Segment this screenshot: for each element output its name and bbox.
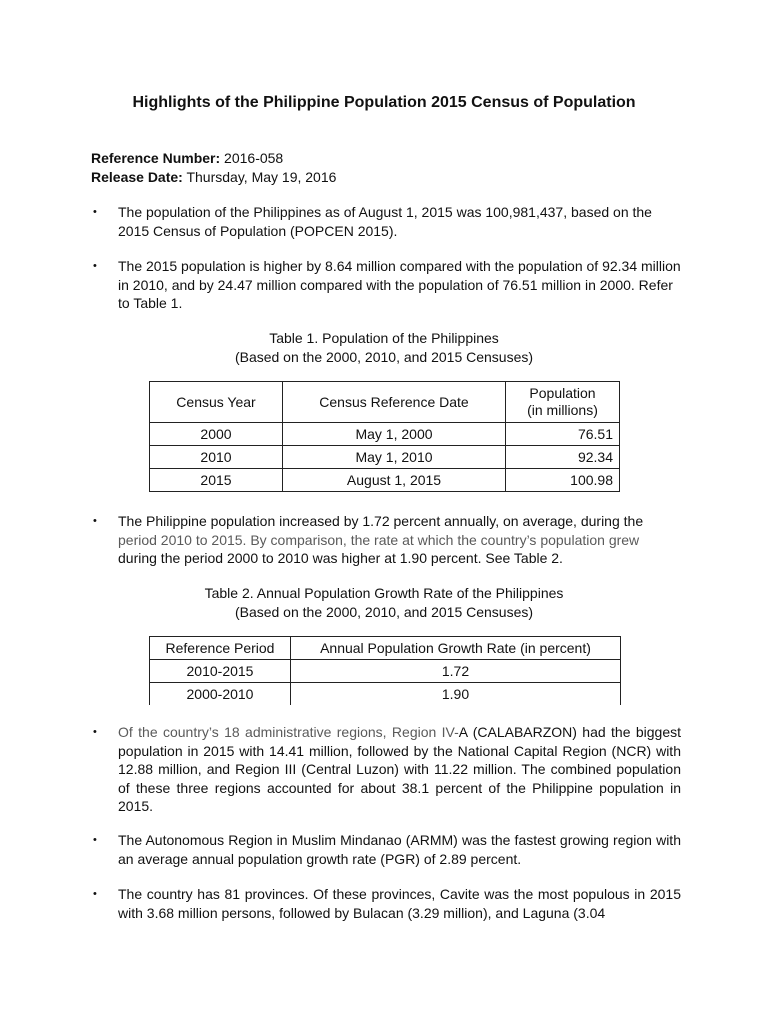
- bullet-item: [91, 723, 681, 816]
- table2-caption: [0, 584, 768, 621]
- bullet-marker: •: [93, 834, 97, 846]
- bullet-marker: •: [93, 206, 97, 218]
- cell-growth-rate: 1.72: [291, 660, 621, 683]
- document-title: Highlights of the Philippine Population 2015 Census of Population: [132, 94, 636, 111]
- bullet-marker: •: [93, 515, 97, 527]
- population-table: [149, 381, 620, 492]
- bullet-item: [91, 512, 681, 568]
- table1-caption-subtitle: (Based on the 2000, 2010, and 2015 Censuses): [234, 348, 534, 365]
- bullet-item: [91, 885, 681, 922]
- bullet-item: [91, 831, 681, 868]
- table-row: [150, 423, 620, 446]
- reference-number-line: [91, 149, 691, 168]
- population-header-line1: Population: [529, 385, 596, 401]
- column-header-population: [506, 382, 620, 423]
- table-row: [150, 660, 621, 683]
- cell-census-year: 2015: [150, 469, 283, 492]
- column-header-growth-rate: Annual Population Growth Rate (in percent): [291, 637, 621, 660]
- bullet-marker: •: [93, 726, 97, 738]
- bullet-marker: •: [93, 260, 97, 272]
- column-header-census-year: Census Year: [150, 382, 283, 423]
- table-row: [150, 446, 620, 469]
- reference-number-label: Reference Number:: [91, 150, 221, 166]
- bullet-text: The Autonomous Region in Muslim Mindanao (ARMM) was the fastest growing region with an average annual population growth rate (PGR) of 2.89 percent.: [118, 832, 681, 867]
- cell-population: 76.51: [506, 423, 620, 446]
- bullet-text-part: The Philippine population increased by 1.72 percent annually, on average, during the: [118, 513, 644, 529]
- cell-population: 92.34: [506, 446, 620, 469]
- bullet-item: [91, 257, 681, 313]
- bullet-text-part: period 2010 to 2015. By comparison, the rate at which the country’s population grew: [118, 531, 640, 548]
- table-row: [150, 683, 621, 706]
- bullet-text: The population of the Philippines as of August 1, 2015 was 100,981,437, based on the 2015 Census of Population (POPCEN 2015).: [118, 204, 652, 239]
- bullet-text-part: A (CALABARZON) had the biggest population in 2015 with 14.41 million, followed by the National Capital Region (NCR) with 12.88 million, and Region III (Central Luzon) with 11.22 million. The combined population of these three regions accounted for about 38.1 percent of the Philippine population in 2015.: [118, 724, 681, 814]
- reference-number-value: 2016-058: [220, 150, 284, 166]
- bullet-item: [91, 203, 681, 240]
- bullet-text: [118, 512, 681, 568]
- bullet-marker: •: [93, 888, 97, 900]
- table1-caption-title: Table 1. Population of the Philippines: [269, 330, 499, 346]
- bullet-text: The 2015 population is higher by 8.64 million compared with the population of 92.34 million in 2010, and by 24.47 million compared with the population of 76.51 million in 2000. Refer to Table 1.: [118, 258, 681, 311]
- cell-census-year: 2010: [150, 446, 283, 469]
- table1-caption: [0, 329, 768, 366]
- bullet-text: [118, 723, 681, 816]
- release-date-line: [91, 168, 691, 187]
- release-date-value: Thursday, May 19, 2016: [182, 168, 337, 185]
- bullet-text-part: during the period 2000 to 2010 was higher at 1.90 percent. See Table 2.: [118, 550, 563, 566]
- cell-reference-date: May 1, 2000: [283, 423, 506, 446]
- cell-reference-date: May 1, 2010: [283, 446, 506, 469]
- bullet-text: The country has 81 provinces. Of these provinces, Cavite was the most populous in 2015 with 3.68 million persons, followed by Bulacan (3.29 million), and Laguna (3.04: [118, 886, 681, 921]
- column-header-reference-period: Reference Period: [150, 637, 291, 660]
- cell-growth-rate: 1.90: [291, 683, 621, 706]
- bullet-text-part: Of the country’s 18 administrative regions, Region IV-: [118, 724, 459, 740]
- release-date-label: Release Date:: [91, 168, 183, 185]
- table-header-row: [150, 637, 621, 660]
- column-header-reference-date: Census Reference Date: [283, 382, 506, 423]
- cell-census-year: 2000: [150, 423, 283, 446]
- table-header-row: [150, 382, 620, 423]
- population-header-line2: (in millions): [527, 402, 598, 418]
- cell-reference-period: 2000-2010: [150, 683, 291, 706]
- table2-caption-title: Table 2. Annual Population Growth Rate of the Philippines: [204, 585, 564, 601]
- growth-rate-table: [149, 636, 621, 705]
- table-row: [150, 469, 620, 492]
- cell-reference-date: August 1, 2015: [283, 469, 506, 492]
- reference-block: [91, 149, 691, 186]
- table2-caption-subtitle: (Based on the 2000, 2010, and 2015 Censuses): [234, 603, 534, 620]
- cell-reference-period: 2010-2015: [150, 660, 291, 683]
- cell-population: 100.98: [506, 469, 620, 492]
